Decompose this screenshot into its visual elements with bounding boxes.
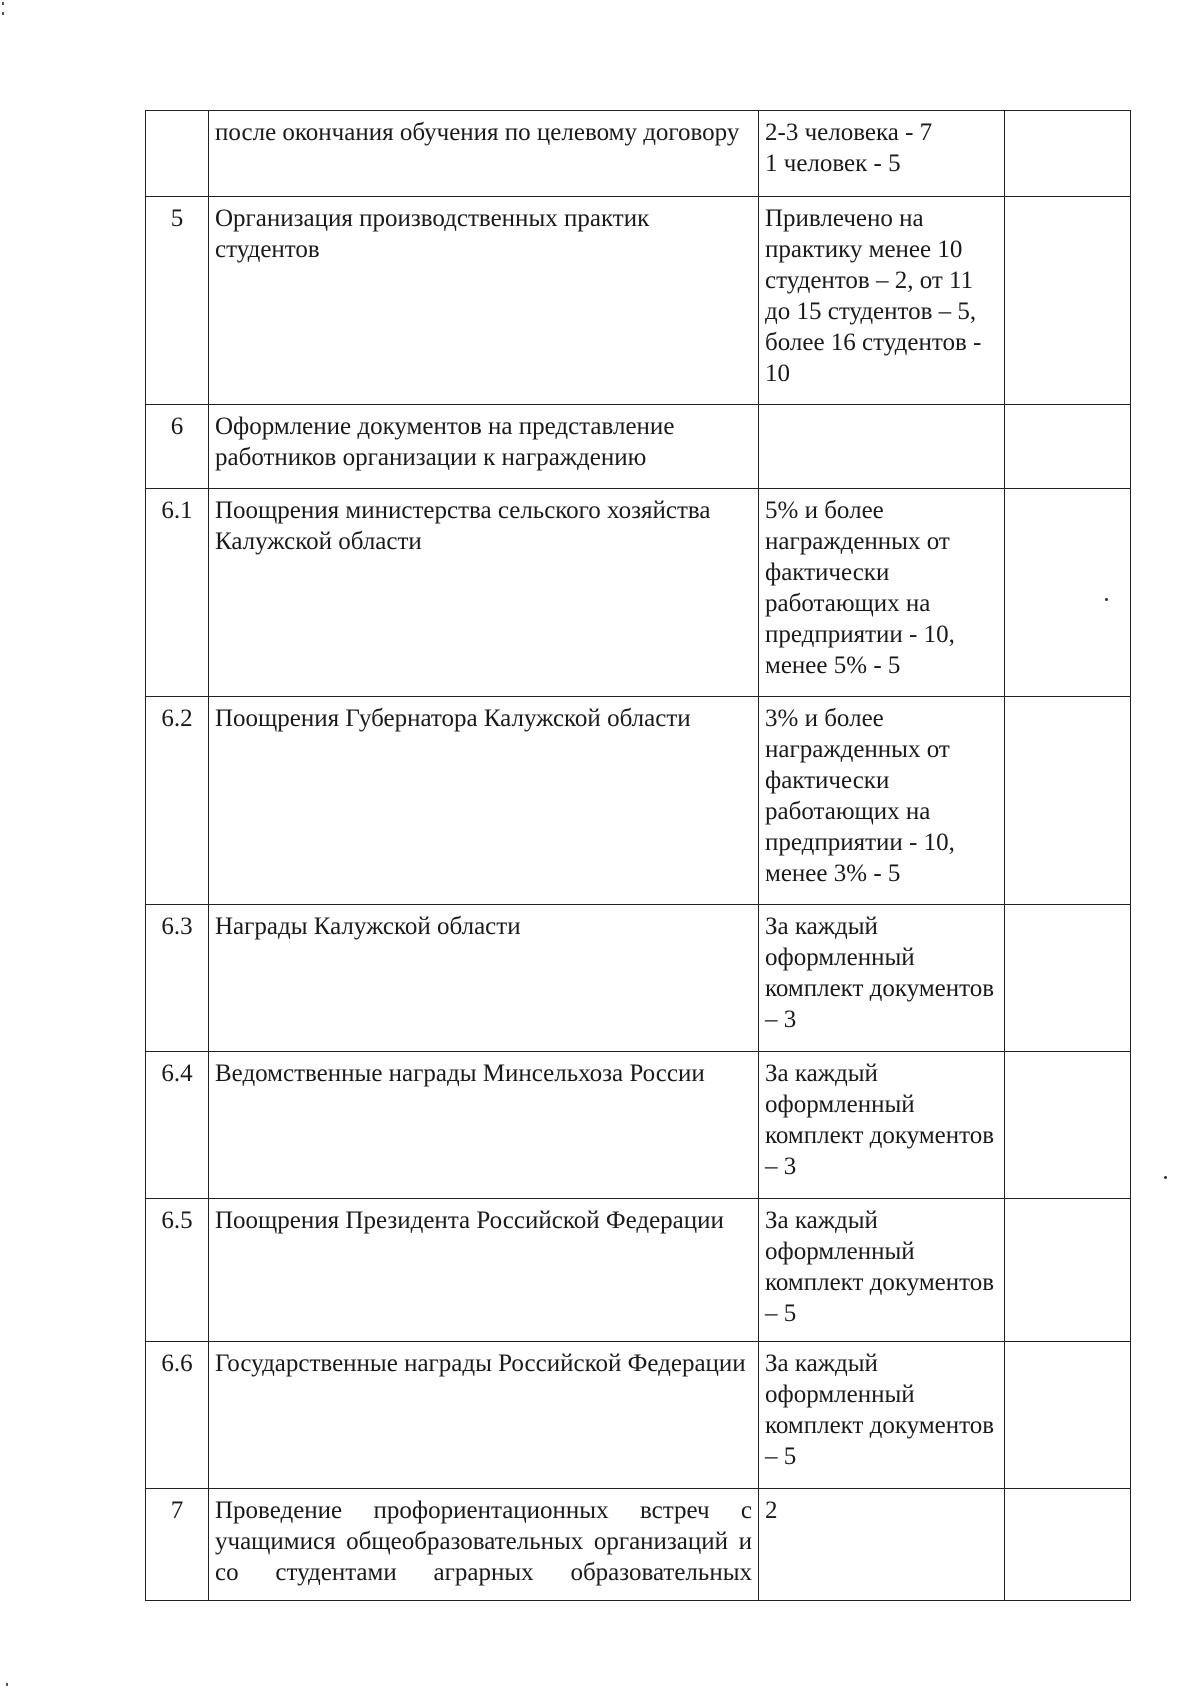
table-row bbox=[146, 1052, 1131, 1199]
scan-artifact bbox=[2, 2, 4, 5]
scan-artifact bbox=[2, 12, 4, 15]
row-points-cell bbox=[1005, 1342, 1131, 1489]
table-row bbox=[146, 697, 1131, 905]
table-row bbox=[146, 489, 1131, 697]
row-number: 5 bbox=[146, 197, 209, 405]
table-row bbox=[146, 1342, 1131, 1489]
row-description: Оформление документов на представление работников организации к награждению bbox=[209, 405, 759, 489]
row-score: За каждый оформленный комплект документов – 3 bbox=[759, 1052, 1005, 1199]
criteria-table bbox=[145, 110, 1131, 1601]
row-points-cell bbox=[1005, 1489, 1131, 1601]
row-description: Государственные награды Российской Федерации bbox=[209, 1342, 759, 1489]
row-score: 3% и более награжденных от фактически работающих на предприятии - 10, менее 3% - 5 bbox=[759, 697, 1005, 905]
table-row bbox=[146, 905, 1131, 1052]
row-description: Ведомственные награды Минсельхоза России bbox=[209, 1052, 759, 1199]
table-row bbox=[146, 1199, 1131, 1342]
row-points-cell bbox=[1005, 905, 1131, 1052]
row-number: 6.5 bbox=[146, 1199, 209, 1342]
row-description: Награды Калужской области bbox=[209, 905, 759, 1052]
row-number: 6.2 bbox=[146, 697, 209, 905]
row-number: 6.4 bbox=[146, 1052, 209, 1199]
row-points-cell bbox=[1005, 1052, 1131, 1199]
row-points-cell bbox=[1005, 197, 1131, 405]
row-score: Привлечено на практику менее 10 студентов – 2, от 11 до 15 студентов – 5, более 16 студентов - 10 bbox=[759, 197, 1005, 405]
row-points-cell bbox=[1005, 1199, 1131, 1342]
row-score: 5% и более награжденных от фактически работающих на предприятии - 10, менее 5% - 5 bbox=[759, 489, 1005, 697]
row-points-cell bbox=[1005, 405, 1131, 489]
row-description: Поощрения Президента Российской Федерации bbox=[209, 1199, 759, 1342]
row-points-cell bbox=[1005, 111, 1131, 197]
row-score bbox=[759, 405, 1005, 489]
row-points-cell bbox=[1005, 697, 1131, 905]
row-score: За каждый оформленный комплект документов – 5 bbox=[759, 1199, 1005, 1342]
table-row bbox=[146, 1489, 1131, 1601]
row-number: 7 bbox=[146, 1489, 209, 1601]
row-description: Поощрения министерства сельского хозяйства Калужской области bbox=[209, 489, 759, 697]
row-description: Поощрения Губернатора Калужской области bbox=[209, 697, 759, 905]
table-row bbox=[146, 405, 1131, 489]
scan-speck bbox=[1164, 1176, 1167, 1179]
row-number: 6 bbox=[146, 405, 209, 489]
table-row bbox=[146, 197, 1131, 405]
table-row bbox=[146, 111, 1131, 197]
row-score: За каждый оформленный комплект документов – 5 bbox=[759, 1342, 1005, 1489]
row-number: 6.6 bbox=[146, 1342, 209, 1489]
row-score: 2-3 человека - 7 1 человек - 5 bbox=[759, 111, 1005, 197]
row-description: Проведение профориентационных встреч с учащимися общеобразовательных организаций и со студентами аграрных образовательных bbox=[209, 1489, 759, 1601]
row-score: 2 bbox=[759, 1489, 1005, 1601]
row-number: 6.1 bbox=[146, 489, 209, 697]
row-number: 6.3 bbox=[146, 905, 209, 1052]
scan-artifact bbox=[6, 1683, 8, 1686]
row-description: Организация производственных практик студентов bbox=[209, 197, 759, 405]
row-points-cell bbox=[1005, 489, 1131, 697]
row-description: после окончания обучения по целевому договору bbox=[209, 111, 759, 197]
row-score: За каждый оформленный комплект документов – 3 bbox=[759, 905, 1005, 1052]
row-number bbox=[146, 111, 209, 197]
